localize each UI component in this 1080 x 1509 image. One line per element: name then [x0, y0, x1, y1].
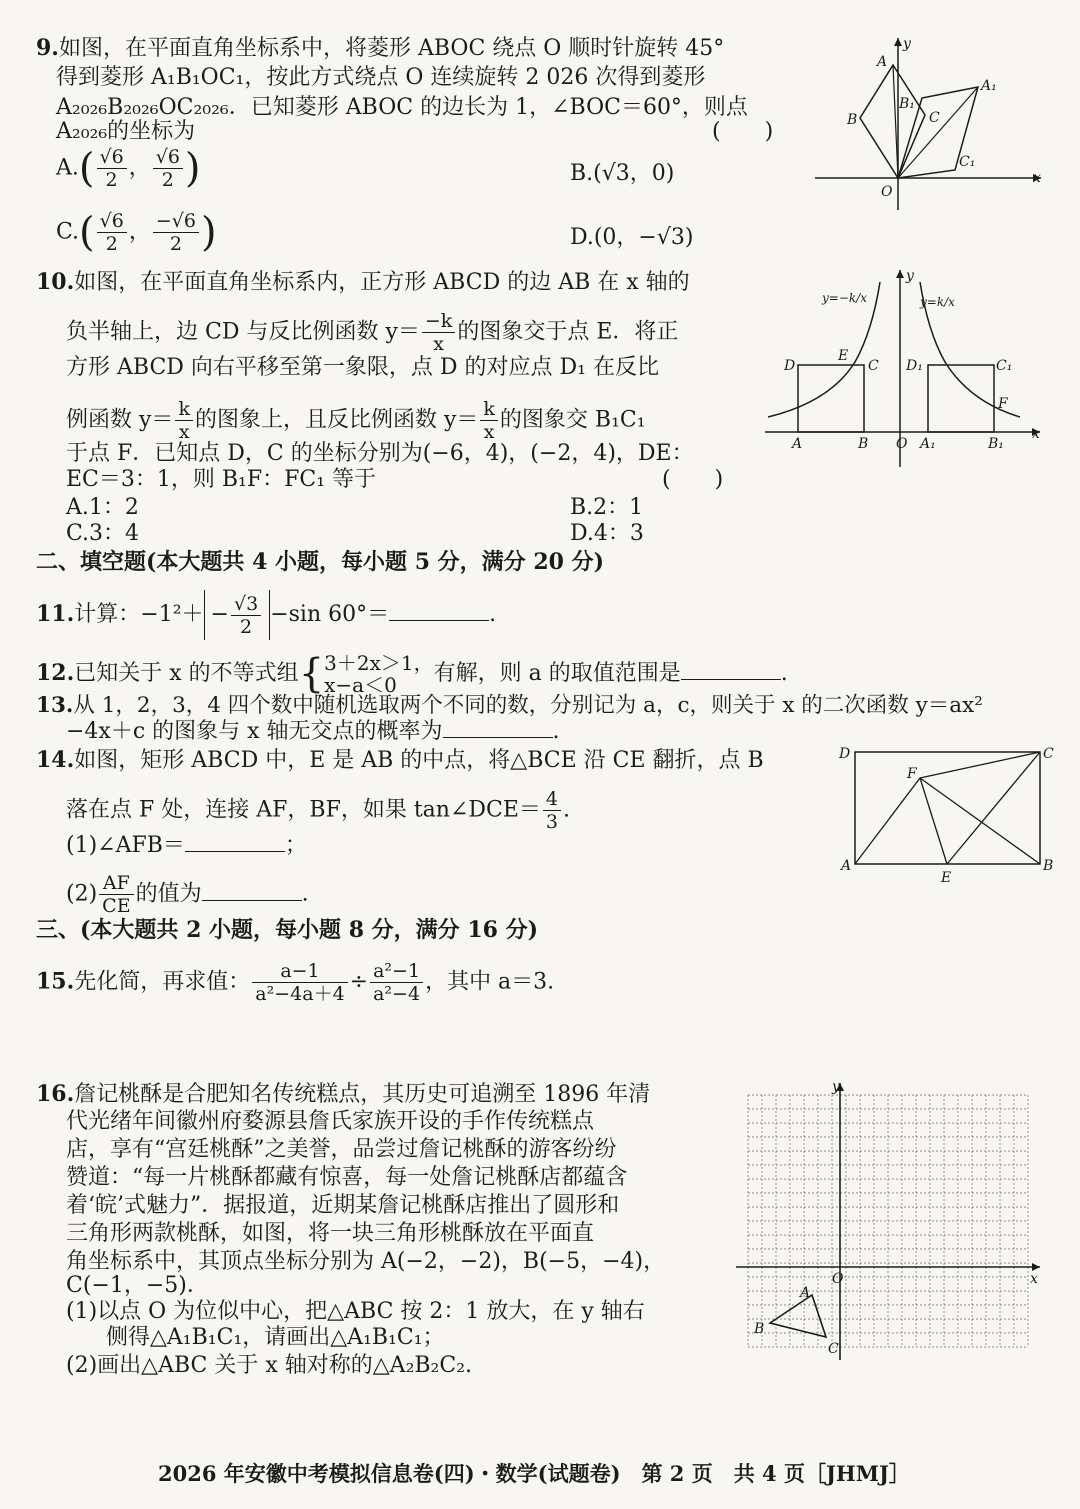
q9-label-A1: A₁ [981, 78, 997, 94]
q14-line-2 [66, 788, 570, 833]
q14-label-A: A [841, 858, 852, 874]
q12-text-b: 有解，则 a 的取值范围是 [433, 661, 681, 686]
q12-number: 12. [36, 660, 75, 686]
q11-text-b: −sin 60°＝ [270, 602, 390, 627]
q9-text-1: 如图，在平面直角坐标系中，将菱形 ABOC 绕点 O 顺时针旋转 45° [58, 36, 725, 61]
q9-number: 9. [36, 35, 59, 61]
q15-f2-num: a²−1 [370, 960, 423, 983]
q13-line-2 [66, 718, 560, 746]
q12-row2: x−a＜0 [324, 673, 397, 697]
q10-option-b: B.2：1 [570, 495, 644, 520]
q16-line-5: 着‘皖’式魅力”．据报道，近期某詹记桃酥店推出了圆形和 [66, 1193, 620, 1218]
q10-label-C: C [868, 358, 879, 374]
q10-text-4b: 的图象上，且反比例函数 y＝ [194, 407, 479, 433]
q10-frac-2-num: k [175, 398, 193, 421]
q11-abs [204, 590, 271, 640]
q14-p2-text: 的值为 [135, 881, 202, 907]
q10-option-d: D.4：3 [570, 521, 644, 546]
q15-line [36, 960, 554, 1005]
q10-label-A: A [792, 436, 803, 452]
q16-part-1: (1)以点 O 为位似中心，把△ABC 按 2：1 放大，在 y 轴右 [66, 1299, 645, 1324]
q16-text-1: 詹记桃酥是合肥知名传统糕点，其历史可追溯至 1896 年清 [74, 1082, 651, 1107]
q10-frac-3-den: x [483, 421, 495, 443]
q9-line-2: 得到菱形 A₁B₁OC₁，按此方式绕点 O 连续旋转 2 026 次得到菱形 [56, 65, 706, 90]
q10-line-1 [36, 268, 690, 297]
q9-c-num1: √6 [97, 210, 127, 233]
q14-label-B: B [1043, 858, 1054, 874]
q14-p2-answer-blank[interactable] [202, 900, 302, 901]
q13-line-1 [36, 692, 983, 720]
q9-option-d: D.(0，−√3) [570, 225, 694, 250]
q15-f1-den: a²−4a＋4 [255, 983, 345, 1005]
q10-frac-1-den: x [433, 333, 444, 355]
q16-part-2: (2)画出△ABC 关于 x 轴对称的△A₂B₂C₂. [66, 1353, 473, 1378]
q14-p1-end: ； [284, 833, 307, 858]
q9-option-a-frac1 [97, 146, 127, 191]
q16-line-4: 赞道：“每一片桃酥都藏有惊喜，每一处詹记桃酥店都蕴含 [66, 1165, 628, 1190]
q14-tan-num: 4 [543, 788, 561, 811]
q10-label-F: F [998, 396, 1008, 412]
q14-label-E: E [941, 870, 952, 886]
q12-line [36, 652, 788, 696]
q16-grid-figure [728, 1075, 1058, 1365]
q10-y-arrow [896, 270, 904, 278]
q10-option-a: A.1：2 [66, 495, 139, 520]
q9-line-4: A₂₀₂₆的坐标为 [56, 119, 196, 144]
section-3-title: 三、(本大题共 2 小题，每小题 8 分，满分 16 分) [36, 917, 539, 943]
q16-label-A: A [800, 1285, 811, 1301]
q9-option-c-label: C. [56, 219, 80, 245]
q16-number: 16. [36, 1081, 75, 1107]
q14-p2-num: AF [99, 872, 133, 895]
q10-text-4a: 例函数 y＝ [66, 407, 174, 433]
q14-label-C: C [1043, 746, 1054, 762]
q15-f2-den: a²−4 [373, 983, 421, 1005]
q10-line-3: 方形 ABCD 向右平移至第一象限，点 D 的对应点 D₁ 在反比 [66, 355, 659, 380]
q14-p2-label: (2) [66, 881, 98, 907]
q13-text-1: 从 1，2，3，4 四个数中随机选取两个不同的数，分别记为 a，c，则关于 x 的二次函数 y＝ax² [73, 693, 983, 718]
q10-label-D1: D₁ [906, 358, 923, 374]
q12-answer-blank[interactable] [681, 679, 781, 680]
q10-figure [760, 262, 1055, 472]
q14-part-1 [66, 832, 307, 860]
q10-line-5: 于点 F．已知点 D，C 的坐标分别为(−6，4)，(−2，4)，DE： [66, 441, 694, 466]
q9-label-C: C [929, 110, 940, 126]
q15-frac-1 [252, 960, 347, 1005]
q10-label-x: x [1032, 426, 1040, 442]
q9-a-num2: √6 [153, 146, 183, 169]
q16-x-arrow [1032, 1263, 1040, 1271]
q9-label-B1: B₁ [899, 96, 915, 112]
q9-option-a-label: A. [56, 155, 79, 181]
q10-option-c: C.3：4 [66, 521, 140, 546]
q9-a-den1: 2 [105, 169, 118, 191]
q10-text-2b: 的图象交于点 E．将正 [457, 319, 679, 345]
q10-frac-1-num: −k [422, 310, 455, 333]
q11-abs-frac [231, 593, 261, 638]
q14-number: 14. [36, 747, 75, 773]
q12-end: . [780, 661, 788, 686]
q10-text-4c: 的图象交 B₁C₁ [499, 407, 646, 433]
q14-seg-FE [920, 778, 947, 864]
q14-label-D: D [839, 746, 851, 762]
q15-text-a: 先化简，再求值： [74, 969, 251, 995]
q14-part-2 [66, 872, 309, 917]
q11-line [36, 590, 496, 640]
q12-text-a: 已知关于 x 的不等式组 [74, 661, 299, 686]
q10-line-4 [66, 398, 646, 443]
q10-label-E: E [838, 348, 849, 364]
q10-frac-2-den: x [178, 421, 190, 443]
q9-label-C1: C₁ [959, 154, 976, 170]
q9-c-den2: 2 [169, 233, 182, 255]
q9-line-3: A₂₀₂₆B₂₀₂₆OC₂₀₂₆．已知菱形 ABOC 的边长为 1，∠BOC＝60°，则点 [56, 95, 748, 120]
q12-system [324, 652, 433, 696]
q16-label-y: y [832, 1079, 840, 1095]
q11-number: 11. [36, 601, 75, 627]
q14-text-2b: . [563, 797, 571, 823]
q9-option-a-frac2 [153, 146, 183, 191]
q9-label-y: y [903, 36, 911, 52]
q9-a-den2: 2 [161, 169, 174, 191]
q10-answer-paren: ( ) [662, 467, 724, 492]
q16-line-2: 代光绪年间徽州府婺源县詹氏家族开设的手作传统糕点 [66, 1109, 595, 1134]
q9-c-num2: −√6 [153, 210, 199, 233]
q9-label-O: O [881, 184, 893, 200]
q10-frac-3-num: k [480, 398, 498, 421]
q14-label-F: F [907, 766, 917, 782]
q10-label-O: O [896, 436, 908, 452]
q10-line-6: EC＝3：1，则 B₁F：FC₁ 等于 [66, 467, 377, 492]
q10-label-y: y [906, 268, 914, 284]
q12-brace: { [298, 651, 325, 697]
q11-end: . [489, 602, 497, 627]
q15-text-b: ，其中 a＝3. [425, 969, 555, 995]
q14-seg-FB [920, 778, 1040, 864]
q14-tan-den: 3 [545, 811, 559, 833]
q9-figure [805, 30, 1055, 220]
q10-label-f1: y=−k/x [822, 291, 867, 305]
q16-label-B: B [754, 1321, 765, 1337]
q14-text-1: 如图，矩形 ABCD 中，E 是 AB 的中点，将△BCE 沿 CE 翻折，点 B [74, 748, 764, 773]
q16-triangle-ABC [770, 1295, 826, 1337]
q10-label-f2: y=k/x [920, 295, 955, 309]
q10-square-A1B1C1D1 [928, 365, 994, 432]
q10-label-D: D [784, 358, 796, 374]
q9-option-b: B.(√3，0) [570, 161, 675, 186]
q16-label-C: C [828, 1341, 839, 1357]
q9-a-num1: √6 [97, 146, 127, 169]
q9-option-c-frac2 [153, 210, 199, 255]
q9-y-arrow [894, 38, 902, 46]
q10-text-2a: 负半轴上，边 CD 与反比例函数 y＝ [66, 319, 420, 345]
q15-f1-num: a−1 [252, 960, 347, 983]
q10-label-B: B [858, 436, 869, 452]
q16-line-8: C(−1，−5)． [66, 1273, 209, 1298]
page-footer: 2026 年安徽中考模拟信息卷(四)・数学(试题卷) 第 2 页 共 4 页［JHMJ］ [158, 1461, 910, 1486]
q15-frac-2 [370, 960, 423, 1005]
q11-answer-blank[interactable] [389, 620, 489, 621]
q10-label-C1: C₁ [996, 358, 1013, 374]
q10-label-A1: A₁ [920, 436, 936, 452]
q10-square-ABCD [798, 365, 864, 432]
q10-number: 10. [36, 269, 75, 295]
q9-label-B: B [847, 112, 858, 128]
q9-answer-paren: ( ) [712, 119, 774, 144]
q16-line-7: 角坐标系中，其顶点坐标分别为 A(−2，−2)，B(−5，−4)， [66, 1249, 666, 1274]
q10-frac-2 [175, 398, 193, 443]
q9-option-a: A.( $\frac{√6}{2}$ ， $\frac{√6}{2}$ ) [56, 145, 201, 192]
q9-line-OC [898, 115, 925, 178]
q13-number: 13. [36, 693, 74, 718]
q11-abs-den: 2 [240, 615, 253, 638]
q15-number: 15. [36, 968, 75, 995]
q14-p1-answer-blank[interactable] [185, 851, 285, 852]
q10-frac-1 [422, 310, 455, 355]
q9-option-c-frac1 [97, 210, 127, 255]
q14-p1-text: (1)∠AFB＝ [66, 833, 185, 858]
q9-label-A: A [877, 54, 888, 70]
q11-text-a: 计算：−1²＋ [74, 602, 204, 627]
q16-label-x: x [1030, 1271, 1038, 1287]
q9-label-x: x [1033, 170, 1041, 186]
section-2-title: 二、填空题(本大题共 4 小题，每小题 5 分，满分 20 分) [36, 549, 605, 575]
q13-text-2: −4x＋c 的图象与 x 轴无交点的概率为 [66, 719, 443, 744]
q9-option-c: C.( $\frac{√6}{2}$ ， $\frac{-√6}{2}$ ) [56, 209, 217, 256]
q14-rectangle [855, 752, 1040, 864]
q14-line-1 [36, 746, 764, 775]
q14-seg-AF [855, 778, 920, 864]
q14-p2-frac [99, 872, 133, 917]
q16-line-6: 三角形两款桃酥，如图，将一块三角形桃酥放在平面直 [66, 1221, 595, 1246]
q16-line-1 [36, 1080, 650, 1109]
q10-frac-3 [480, 398, 498, 443]
q14-p2-den: CE [102, 895, 131, 917]
q14-p2-end: . [301, 881, 309, 907]
q10-text-1: 如图，在平面直角坐标系内，正方形 ABCD 的边 AB 在 x 轴的 [74, 270, 690, 295]
q10-label-B1: B₁ [988, 436, 1004, 452]
q9-c-den1: 2 [105, 233, 118, 255]
q9-line-1 [36, 34, 724, 63]
q12-row1: 3＋2x＞1， [324, 651, 434, 675]
q14-text-2a: 落在点 F 处，连接 AF，BF，如果 tan∠DCE＝ [66, 797, 541, 823]
q15-div: ÷ [349, 969, 369, 995]
q16-line-3: 店，享有“宫廷桃酥”之美誉，品尝过詹记桃酥的游客纷纷 [66, 1137, 617, 1162]
q16-label-O: O [832, 1271, 844, 1287]
q16-part-1b: 侧得△A₁B₁C₁，请画出△A₁B₁C₁； [106, 1325, 445, 1350]
q13-end: . [552, 719, 560, 744]
q14-figure [835, 742, 1055, 887]
q11-abs-sign: − [210, 602, 229, 627]
q10-line-2 [66, 310, 678, 355]
q14-frac-tan [543, 788, 561, 833]
q13-answer-blank[interactable] [443, 737, 553, 738]
q11-abs-num: √3 [231, 593, 261, 616]
